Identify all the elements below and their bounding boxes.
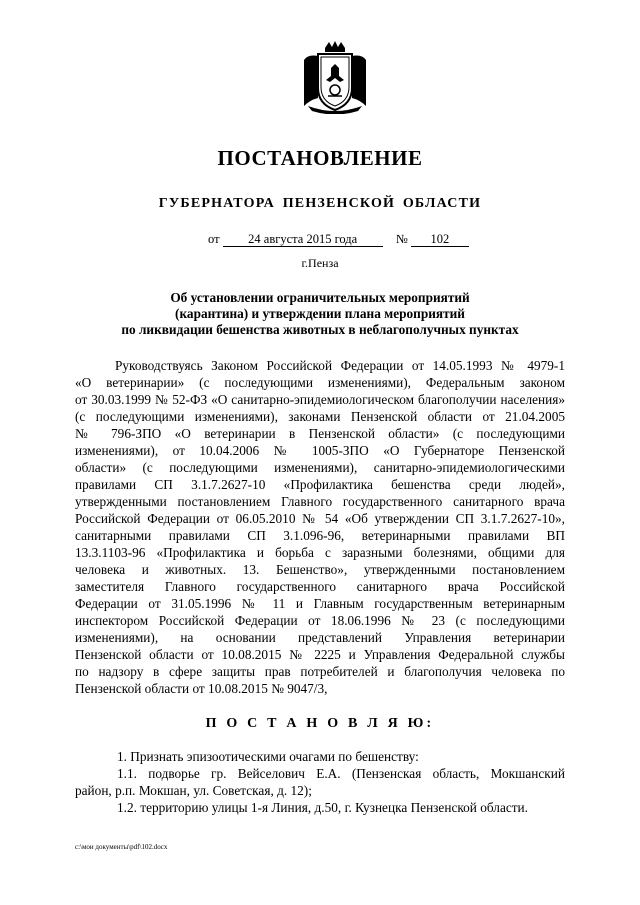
paragraph-line: Пензенской области от 10.08.2015 № 2225 и Управления Федеральной службы: [75, 647, 565, 662]
heading-line: по ликвидации бешенства животных в неблагополучных пунктах: [121, 322, 519, 337]
list-item: район, р.п. Мокшан, ул. Советская, д. 12);: [75, 783, 312, 798]
paragraph-line: изменениями), на основании представлений Управления ветеринарии: [75, 630, 565, 645]
heading-line: Об установлении ограничительных мероприятий: [170, 290, 470, 305]
paragraph-line: заместителя Главного государственного санитарного врача Российской: [75, 579, 565, 594]
list-item: 1. Признать эпизоотическими очагами по бешенству:: [117, 749, 419, 764]
paragraph-line: Руководствуясь Законом Российской Федерации от 14.05.1993 № 4979-1: [115, 358, 565, 373]
paragraph-line: правилами СП 3.1.7.2627-10 «Профилактика бешенства среди людей»,: [75, 477, 565, 492]
document-heading: [0, 290, 640, 338]
document-subtitle: ГУБЕРНАТОРА ПЕНЗЕНСКОЙ ОБЛАСТИ: [158, 196, 482, 211]
paragraph-line: 13.3.1103-96 «Профилактика и борьба с заразными болезнями, общими для: [75, 545, 565, 560]
coat-of-arms-icon: [298, 40, 372, 114]
number-prefix: №: [395, 232, 408, 246]
paragraph-line: санитарными правилами СП 3.1.096-96, ветеринарными правилами ВП: [75, 528, 565, 543]
paragraph-line: изменениями), от 10.04.2006 № 1005-ЗПО «О Губернаторе Пензенской: [75, 443, 565, 458]
paragraph-line: Пензенской области от 10.08.2015 № 9047/3,: [75, 681, 328, 696]
decree-word: П О С Т А Н О В Л Я Ю:: [205, 716, 435, 731]
list-item: 1.1. подворье гр. Вейселович Е.А. (Пензенская область, Мокшанский: [117, 766, 565, 781]
date-prefix: от: [208, 232, 220, 246]
city-label: г.Пенза: [301, 256, 339, 270]
paragraph-line: по надзору в сфере защиты прав потребителей и благополучия человека по: [75, 664, 565, 679]
paragraph-line: (с последующими изменениями), законами Пензенской области от 21.04.2005: [75, 409, 565, 424]
heading-line: (карантина) и утверждении плана мероприятий: [175, 306, 465, 321]
paragraph-line: № 796-ЗПО «О ветеринарии в Пензенской области» (с последующими: [75, 426, 565, 441]
document-title: ПОСТАНОВЛЕНИЕ: [217, 146, 423, 170]
list-item: 1.2. территорию улицы 1-я Линия, д.50, г. Кузнецка Пензенской области.: [117, 800, 529, 815]
paragraph-line: Российской Федерации от 06.05.2010 № 54 «Об утверждении СП 3.1.7.2627-10»,: [75, 511, 565, 526]
paragraph-line: инспектором Российской Федерации от 18.06.1996 № 23 (с последующими: [75, 613, 565, 628]
date-value: 24 августа 2015 года: [223, 232, 383, 247]
file-path-footer: c:\мои документы\pdf\102.docx: [75, 843, 168, 851]
decree-items: [75, 748, 565, 816]
paragraph-line: области» (с последующими изменениями), санитарно-эпидемиологическими: [75, 460, 565, 475]
paragraph-line: утвержденными постановлением Главного государственного санитарного врача: [75, 494, 565, 509]
paragraph-line: человека и животных. 13. Бешенство», утвержденными постановлением: [75, 562, 565, 577]
preamble-paragraph: [75, 357, 565, 697]
number-value: 102: [411, 232, 469, 247]
paragraph-line: Федерации от 31.05.1996 № 11 и Главным государственным ветеринарным: [75, 596, 565, 611]
date-number-line: [208, 232, 469, 247]
paragraph-line: «О ветеринарии» (с последующими изменениями), Федеральным законом: [75, 375, 565, 390]
paragraph-line: от 30.03.1999 № 52-ФЗ «О санитарно-эпидемиологическом благополучии населения»: [75, 392, 565, 407]
